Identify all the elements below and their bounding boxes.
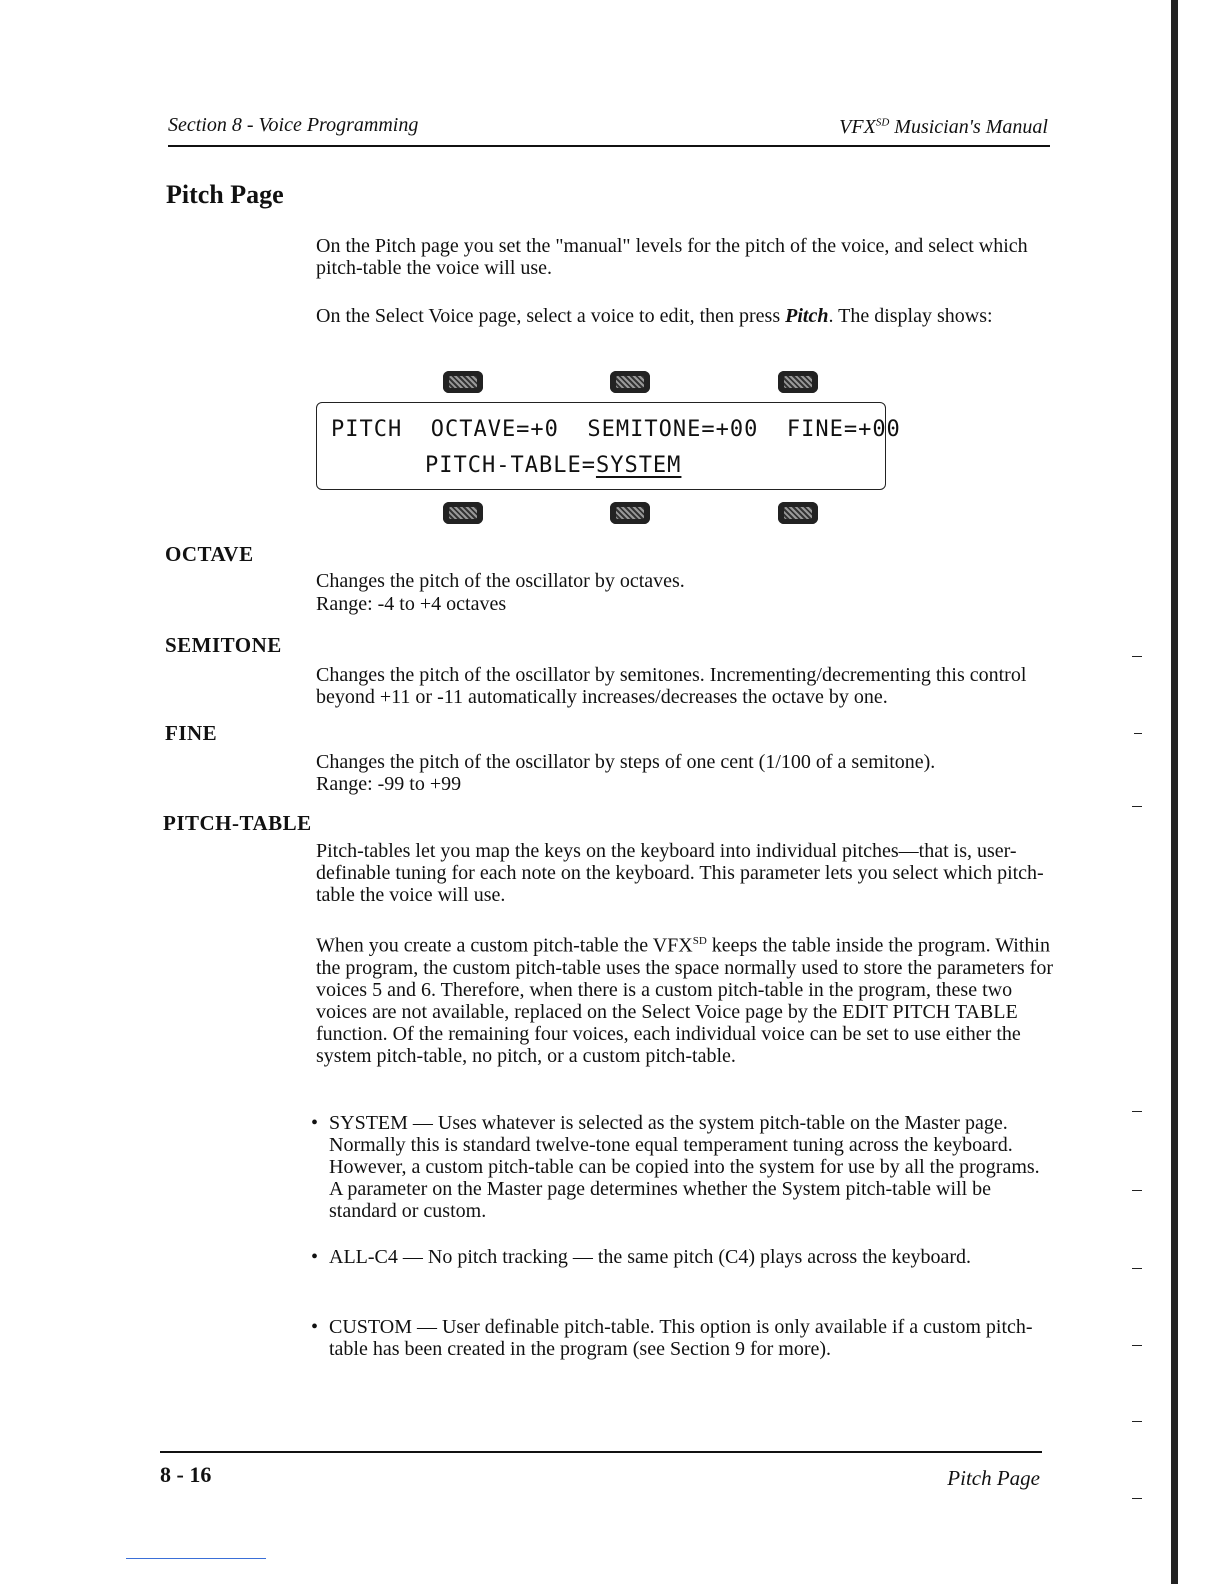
- scan-dash: [1132, 1268, 1142, 1269]
- running-header-manual: [839, 116, 1048, 139]
- soft-button-bottom-right[interactable]: [778, 502, 818, 524]
- scan-dash: [1132, 1421, 1142, 1422]
- scan-blue-line: [126, 1558, 266, 1559]
- param-heading-fine: FINE: [165, 721, 218, 745]
- pitch-table-paragraph-2: [316, 930, 1056, 1067]
- octave-description: Changes the pitch of the oscillator by octaves.: [316, 570, 685, 592]
- bullet-marker: •: [311, 1246, 319, 1268]
- pitch-table-p2-before: When you create a custom pitch-table the VFX: [316, 934, 693, 957]
- lcd-line-1: PITCH OCTAVE=+0 SEMITONE=+00 FINE=+00: [331, 417, 901, 442]
- scan-dash: [1132, 806, 1142, 807]
- scan-dash: [1132, 1345, 1142, 1346]
- bullet-marker: •: [311, 1316, 319, 1338]
- soft-button-top-right[interactable]: [778, 371, 818, 393]
- scan-dash: [1132, 656, 1142, 657]
- soft-button-top-left[interactable]: [443, 371, 483, 393]
- footer-page-name: Pitch Page: [947, 1466, 1040, 1490]
- page-number: 8 - 16: [160, 1462, 212, 1487]
- scan-dash: [1132, 1111, 1142, 1112]
- bullet-all-c4: ALL-C4 — No pitch tracking — the same pitch (C4) plays across the keyboard.: [329, 1246, 972, 1268]
- fine-range: Range: -99 to +99: [316, 773, 462, 795]
- semitone-description: Changes the pitch of the oscillator by semitones. Incrementing/decrementing this control beyond +11 or -11 automatically increases/decreases the octave by one.: [316, 664, 1027, 708]
- pitch-table-p2-superscript: SD: [692, 935, 707, 947]
- octave-range: Range: -4 to +4 octaves: [316, 593, 507, 615]
- pitch-table-p2-after: keeps the table inside the program. Within the program, the custom pitch-table uses the space normally used to store the parameters for voices 5 and 6. Therefore, when there is a custom pitch-table in the program, these two voices are not available, replaced on the Select Voice page by the EDIT PITCH TABLE function. Of the remaining four voices, each individual voice can be set to use either the system pitch-table, no pitch, or a custom pitch-table.: [316, 934, 1053, 1067]
- binding-edge: [1171, 0, 1178, 1584]
- param-heading-octave: OCTAVE: [165, 542, 254, 566]
- intro-p2-after: . The display shows:: [828, 305, 993, 327]
- lcd-pitch-table-value: SYSTEM: [595, 453, 682, 478]
- scan-dash: [1132, 1190, 1142, 1191]
- bullet-custom: CUSTOM — User definable pitch-table. This option is only available if a custom pitch-table has been created in the program (see Section 9 for more).: [329, 1316, 1033, 1360]
- intro-p2-before: On the Select Voice page, select a voice to edit, then press: [316, 305, 786, 327]
- param-heading-pitch-table: PITCH-TABLE: [163, 811, 312, 835]
- soft-button-bottom-center[interactable]: [610, 502, 650, 524]
- param-heading-semitone: SEMITONE: [165, 633, 282, 657]
- soft-button-top-center[interactable]: [610, 371, 650, 393]
- lcd-display: [316, 402, 901, 490]
- soft-button-bottom-left[interactable]: [443, 502, 483, 524]
- pitch-table-paragraph-1: Pitch-tables let you map the keys on the keyboard into individual pitches—that is, user-definable tuning for each note on the keyboard. This parameter lets you select which pitch-table the voice will use.: [316, 840, 1044, 906]
- lcd-pitch-table-label: PITCH-TABLE=: [425, 453, 596, 478]
- page-title: Pitch Page: [166, 180, 284, 209]
- manual-name-prefix: VFX: [839, 116, 876, 138]
- manual-name-suffix: Musician's Manual: [889, 116, 1048, 138]
- intro-paragraph-1: On the Pitch page you set the "manual" levels for the pitch of the voice, and select which pitch-table the voice will use.: [316, 235, 1028, 279]
- intro-paragraph-2: [316, 305, 1056, 327]
- header-rule: [168, 145, 1050, 147]
- bullet-marker: •: [311, 1112, 319, 1134]
- lcd-line-2: [425, 453, 681, 478]
- scan-dash: [1132, 1498, 1142, 1499]
- footer-rule: [160, 1451, 1042, 1453]
- bullet-system: SYSTEM — Uses whatever is selected as the system pitch-table on the Master page. Normally this is standard twelve-tone equal temperament tuning across the keyboard. However, a custom pitch-table can be copied into the system for use by all the programs. A parameter on the Master page determines whether the System pitch-table will be standard or custom.: [329, 1112, 1040, 1222]
- scan-dash: [1134, 733, 1142, 734]
- pitch-key-name: Pitch: [785, 305, 829, 327]
- running-header-section: Section 8 - Voice Programming: [168, 114, 419, 136]
- manual-name-superscript: SD: [875, 116, 890, 129]
- fine-description: Changes the pitch of the oscillator by steps of one cent (1/100 of a semitone).: [316, 751, 936, 773]
